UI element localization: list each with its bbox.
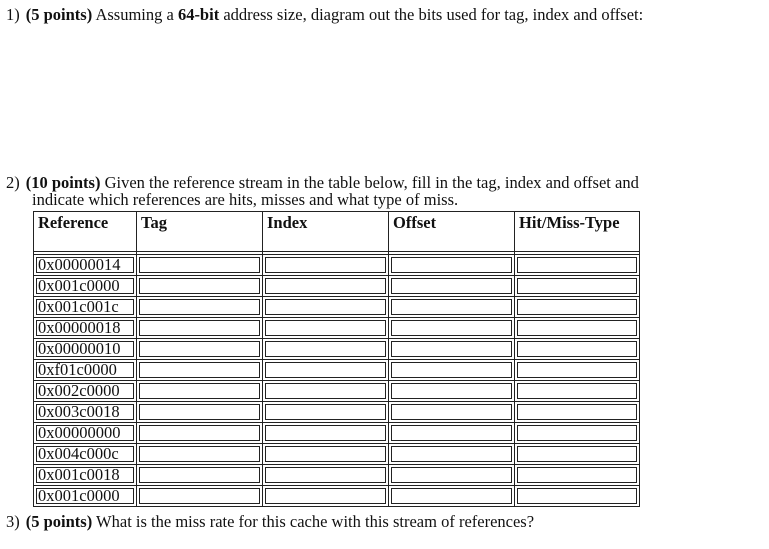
header-offset: Offset	[389, 212, 515, 255]
offset-cell[interactable]	[389, 297, 515, 318]
table-row	[34, 339, 640, 360]
hit-miss-cell[interactable]	[515, 423, 640, 444]
table-row	[34, 423, 640, 444]
offset-cell[interactable]	[389, 444, 515, 465]
hit-miss-cell[interactable]	[515, 402, 640, 423]
reference-cell: 0x001c0000	[34, 276, 137, 297]
hit-miss-cell[interactable]	[515, 318, 640, 339]
question-3	[6, 512, 761, 531]
offset-cell[interactable]	[389, 360, 515, 381]
tag-cell[interactable]	[137, 255, 263, 276]
table-row	[34, 444, 640, 465]
index-cell[interactable]	[263, 444, 389, 465]
index-cell[interactable]	[263, 276, 389, 297]
offset-cell[interactable]	[389, 318, 515, 339]
tag-cell[interactable]	[137, 486, 263, 507]
hit-miss-cell[interactable]	[515, 360, 640, 381]
index-cell[interactable]	[263, 360, 389, 381]
reference-cell: 0x001c001c	[34, 297, 137, 318]
index-cell[interactable]	[263, 423, 389, 444]
reference-cell: 0x00000014	[34, 255, 137, 276]
question-1	[6, 5, 761, 24]
question-1-text-before: Assuming a	[95, 5, 178, 24]
question-2-points: (10 points)	[25, 173, 101, 192]
table-body	[34, 255, 640, 507]
index-cell[interactable]	[263, 465, 389, 486]
question-2	[6, 173, 761, 209]
reference-cell: 0x001c0000	[34, 486, 137, 507]
tag-cell[interactable]	[137, 360, 263, 381]
offset-cell[interactable]	[389, 276, 515, 297]
table-row	[34, 360, 640, 381]
table-row	[34, 381, 640, 402]
question-2-number: 2)	[6, 173, 20, 192]
tag-cell[interactable]	[137, 444, 263, 465]
index-cell[interactable]	[263, 318, 389, 339]
table-row	[34, 402, 640, 423]
index-cell[interactable]	[263, 486, 389, 507]
hit-miss-cell[interactable]	[515, 465, 640, 486]
reference-table	[33, 211, 640, 507]
question-3-number: 3)	[6, 512, 20, 531]
table-row	[34, 465, 640, 486]
tag-cell[interactable]	[137, 339, 263, 360]
hit-miss-cell[interactable]	[515, 381, 640, 402]
index-cell[interactable]	[263, 402, 389, 423]
hit-miss-cell[interactable]	[515, 276, 640, 297]
question-1-points: (5 points)	[25, 5, 93, 24]
offset-cell[interactable]	[389, 423, 515, 444]
question-2-line-1: Given the reference stream in the table below, fill in the tag, index and offset and	[104, 173, 639, 192]
reference-cell: 0x00000010	[34, 339, 137, 360]
tag-cell[interactable]	[137, 318, 263, 339]
table-header-row	[34, 212, 640, 255]
offset-cell[interactable]	[389, 465, 515, 486]
table-row	[34, 297, 640, 318]
question-1-number: 1)	[6, 5, 20, 24]
reference-cell: 0x004c000c	[34, 444, 137, 465]
offset-cell[interactable]	[389, 339, 515, 360]
tag-cell[interactable]	[137, 465, 263, 486]
index-cell[interactable]	[263, 381, 389, 402]
header-index: Index	[263, 212, 389, 255]
reference-cell: 0x00000018	[34, 318, 137, 339]
tag-cell[interactable]	[137, 276, 263, 297]
index-cell[interactable]	[263, 339, 389, 360]
table-row	[34, 486, 640, 507]
hit-miss-cell[interactable]	[515, 486, 640, 507]
header-hit-miss-type: Hit/Miss-Type	[515, 212, 640, 255]
offset-cell[interactable]	[389, 381, 515, 402]
hit-miss-cell[interactable]	[515, 255, 640, 276]
reference-cell: 0x001c0018	[34, 465, 137, 486]
offset-cell[interactable]	[389, 255, 515, 276]
table-row	[34, 276, 640, 297]
hit-miss-cell[interactable]	[515, 339, 640, 360]
hit-miss-cell[interactable]	[515, 297, 640, 318]
offset-cell[interactable]	[389, 486, 515, 507]
reference-cell: 0x003c0018	[34, 402, 137, 423]
tag-cell[interactable]	[137, 402, 263, 423]
question-2-line-2: indicate which references are hits, misses and what type of miss.	[32, 190, 459, 209]
tag-cell[interactable]	[137, 423, 263, 444]
header-reference: Reference	[34, 212, 137, 255]
index-cell[interactable]	[263, 255, 389, 276]
hit-miss-cell[interactable]	[515, 444, 640, 465]
header-tag: Tag	[137, 212, 263, 255]
table-row	[34, 318, 640, 339]
question-1-text-after: address size, diagram out the bits used for tag, index and offset:	[219, 5, 644, 24]
offset-cell[interactable]	[389, 402, 515, 423]
reference-cell: 0x002c0000	[34, 381, 137, 402]
table-row	[34, 255, 640, 276]
reference-cell: 0x00000000	[34, 423, 137, 444]
question-1-bold-term: 64-bit	[177, 5, 220, 24]
tag-cell[interactable]	[137, 381, 263, 402]
question-3-text: What is the miss rate for this cache with this stream of references?	[96, 512, 535, 531]
index-cell[interactable]	[263, 297, 389, 318]
reference-cell: 0xf01c0000	[34, 360, 137, 381]
tag-cell[interactable]	[137, 297, 263, 318]
question-3-points: (5 points)	[25, 512, 93, 531]
